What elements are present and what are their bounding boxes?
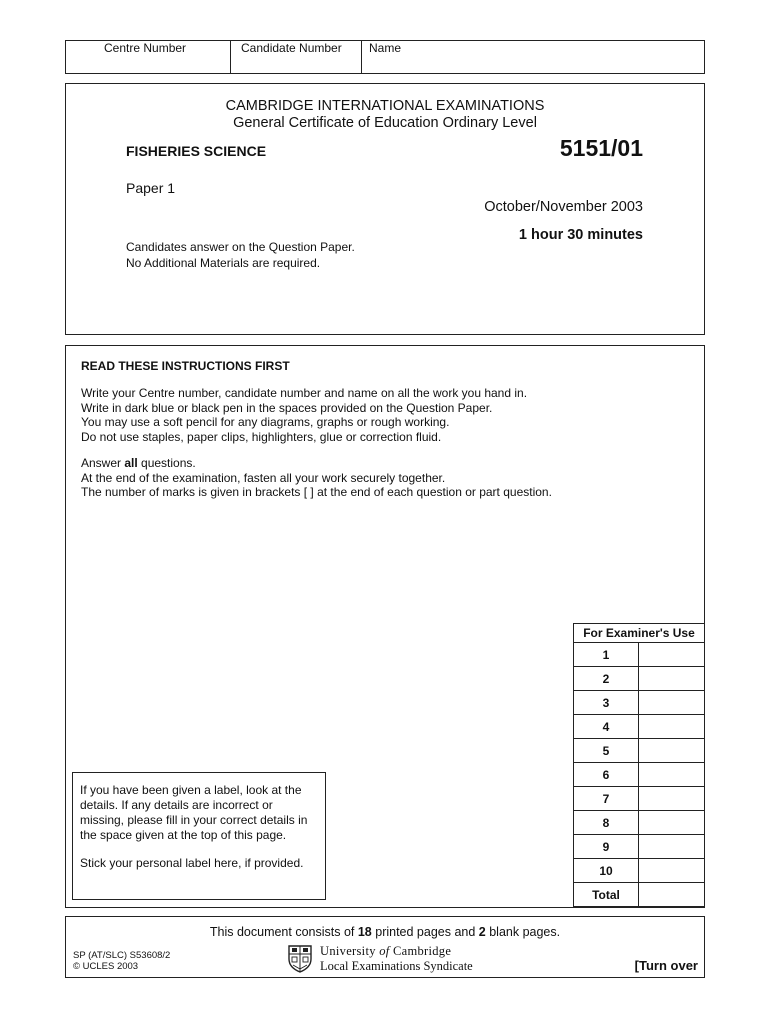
table-row	[574, 715, 705, 739]
instruction-line	[81, 456, 552, 471]
instruction-line: Write your Centre number, candidate number and name on all the work you hand in.	[81, 386, 528, 400]
question-number: 2	[574, 667, 639, 691]
copyright-notice: © UCLES 2003	[73, 961, 139, 972]
page-count-text: This document consists of	[209, 925, 358, 939]
page-count-note	[66, 925, 704, 939]
question-number: 10	[574, 859, 639, 883]
shield-icon	[288, 945, 312, 973]
question-number: 9	[574, 835, 639, 859]
paper-code: 5151/01	[559, 135, 643, 161]
centre-number-field[interactable]	[66, 41, 231, 73]
question-number: 7	[574, 787, 639, 811]
candidate-details-table	[65, 40, 705, 74]
materials-note: Candidates answer on the Question Paper.	[126, 240, 355, 254]
table-row	[574, 643, 705, 667]
logo-text: of	[379, 944, 390, 958]
page-count-text: blank pages.	[485, 925, 561, 939]
instruction-line: The number of marks is given in brackets [ ] at the end of each question or part question.	[81, 485, 552, 500]
answer-text: Answer	[81, 456, 125, 470]
centre-number-label: Centre Number	[104, 41, 187, 55]
mark-cell[interactable]	[639, 787, 705, 811]
syndicate-name: Local Examinations Syndicate	[320, 959, 473, 973]
page-count-text: printed pages and	[371, 925, 479, 939]
instruction-line: Do not use staples, paper clips, highlighters, glue or correction fluid.	[81, 429, 442, 444]
table-row	[574, 763, 705, 787]
examiner-use-table	[573, 623, 705, 907]
footer-box	[65, 916, 705, 978]
printed-pages-count: 18	[357, 925, 372, 939]
question-number: 5	[574, 739, 639, 763]
name-label: Name	[369, 41, 402, 55]
examiner-use-title: For Examiner's Use	[574, 624, 705, 643]
paper-number: Paper 1	[126, 180, 176, 196]
question-number: 1	[574, 643, 639, 667]
exam-board: CAMBRIDGE INTERNATIONAL EXAMINATIONS	[225, 98, 545, 114]
table-row	[574, 859, 705, 883]
table-row	[574, 883, 705, 907]
exam-duration: 1 hour 30 minutes	[518, 227, 643, 243]
mark-cell[interactable]	[639, 667, 705, 691]
mark-cell[interactable]	[639, 643, 705, 667]
table-row	[574, 739, 705, 763]
instructions-group	[81, 456, 552, 500]
candidate-number-label: Candidate Number	[241, 41, 342, 55]
document-reference: SP (AT/SLC) S53608/2	[73, 950, 171, 961]
mark-cell[interactable]	[639, 859, 705, 883]
turn-over-note: [Turn over	[634, 958, 698, 973]
total-label: Total	[574, 883, 639, 907]
university-name	[320, 944, 451, 959]
question-number: 8	[574, 811, 639, 835]
instructions-title: READ THESE INSTRUCTIONS FIRST	[81, 359, 290, 373]
exam-session: October/November 2003	[484, 199, 643, 215]
label-box[interactable]	[72, 772, 326, 900]
mark-cell[interactable]	[639, 763, 705, 787]
answer-all-emphasis: all	[124, 456, 138, 470]
logo-text: University	[320, 944, 380, 958]
total-mark-cell[interactable]	[639, 883, 705, 907]
label-instructions: Stick your personal label here, if provided.	[80, 856, 304, 870]
table-row	[574, 667, 705, 691]
certificate-level: General Certificate of Education Ordinary Level	[233, 115, 537, 131]
name-field[interactable]	[362, 41, 704, 73]
instruction-line: At the end of the examination, fasten all your work securely together.	[81, 470, 446, 485]
table-row	[574, 835, 705, 859]
table-row	[574, 811, 705, 835]
mark-cell[interactable]	[639, 715, 705, 739]
question-number: 4	[574, 715, 639, 739]
subject-title: FISHERIES SCIENCE	[126, 143, 267, 159]
instruction-line: Write in dark blue or black pen in the spaces provided on the Question Paper.	[81, 400, 493, 415]
question-number: 6	[574, 763, 639, 787]
label-instructions: If you have been given a label, look at the details. If any details are incorrect or missing, please fill in your correct details in the space given at the top of this page.	[80, 783, 308, 842]
mark-cell[interactable]	[639, 691, 705, 715]
materials-note: No Additional Materials are required.	[126, 256, 321, 270]
answer-text: questions.	[137, 456, 196, 470]
instruction-line: You may use a soft pencil for any diagrams, graphs or rough working.	[81, 415, 450, 430]
table-row	[574, 787, 705, 811]
table-row	[574, 691, 705, 715]
blank-pages-count: 2	[478, 925, 486, 939]
candidate-number-field[interactable]	[231, 41, 362, 73]
question-number: 3	[574, 691, 639, 715]
mark-cell[interactable]	[639, 835, 705, 859]
logo-text: Cambridge	[389, 944, 452, 958]
exam-info-box	[65, 83, 705, 335]
instructions-group	[81, 386, 527, 444]
mark-cell[interactable]	[639, 739, 705, 763]
mark-cell[interactable]	[639, 811, 705, 835]
